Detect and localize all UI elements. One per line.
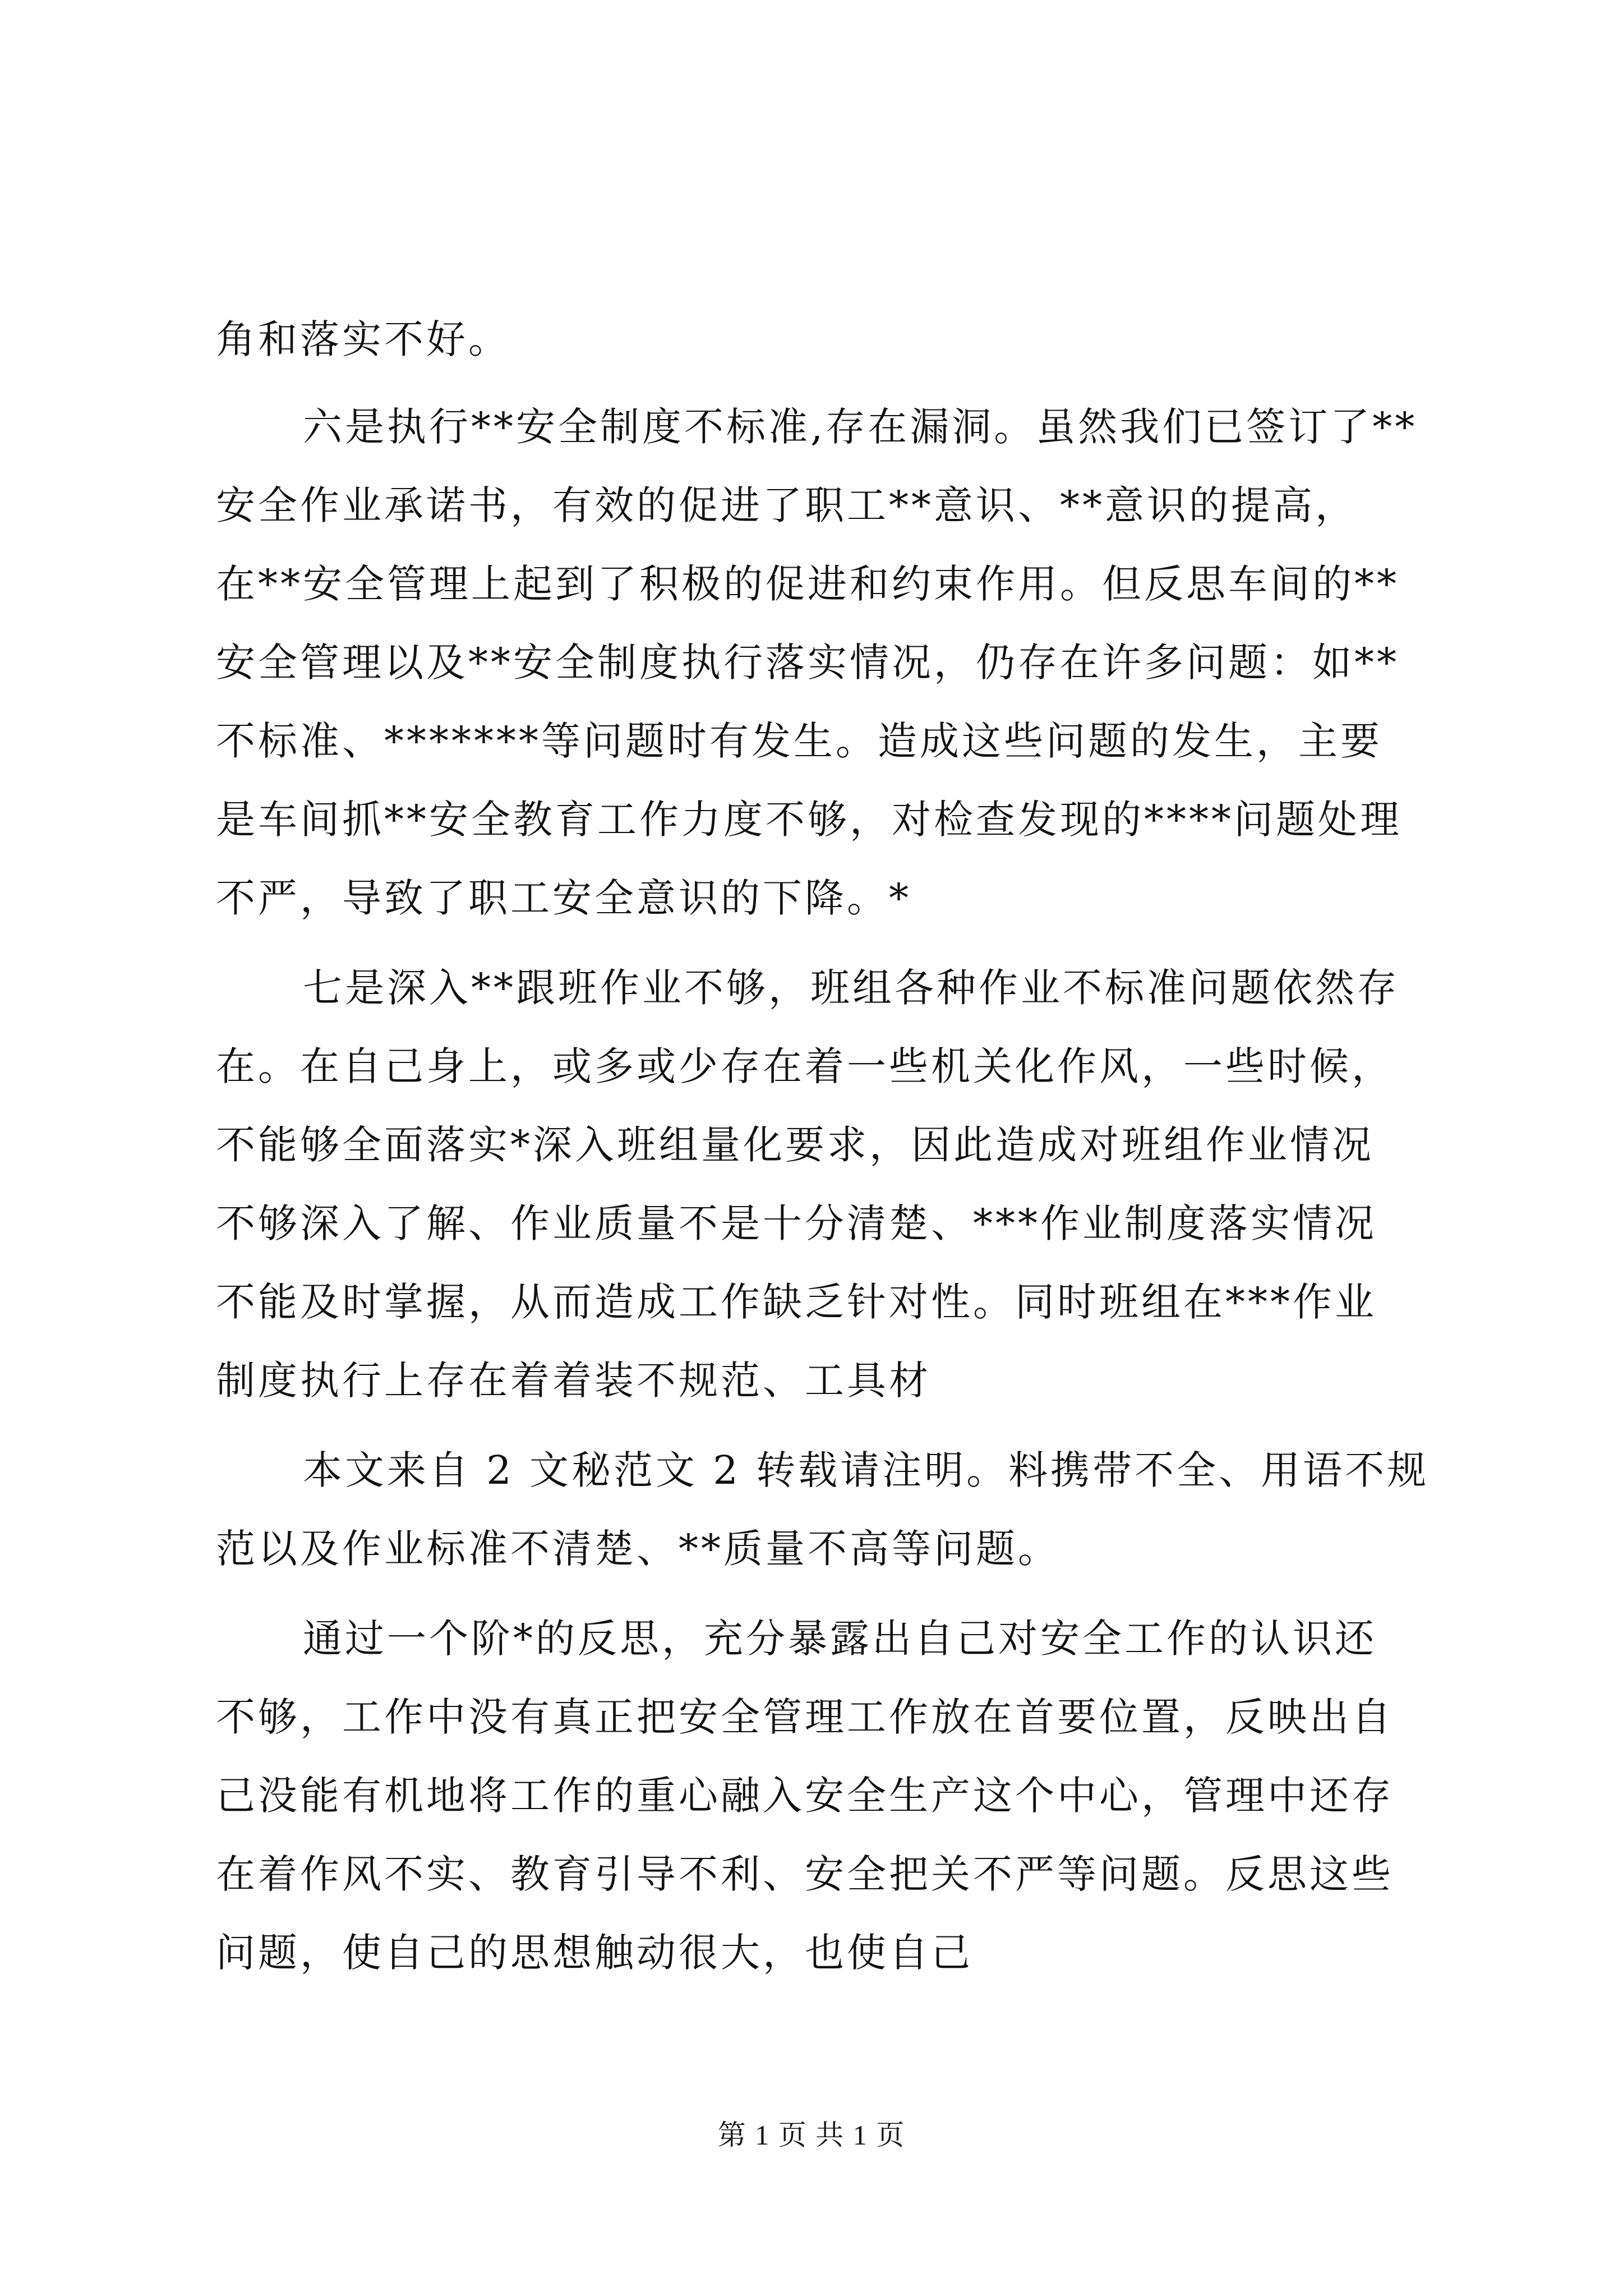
text-line: 安全作业承诺书，有效的促进了职工**意识、**意识的提高，	[216, 482, 1357, 528]
text-line: 不够深入了解、作业质量不是十分清楚、***作业制度落实情况	[216, 1200, 1377, 1246]
text-line: 不标准、*******等问题时有发生。造成这些问题的发生，主要	[216, 718, 1382, 764]
text-line: 在。在自己身上，或多或少存在着一些机关化作风，一些时候，	[216, 1043, 1394, 1089]
text-line: 问题，使自己的思想触动很大，也使自己	[216, 1930, 973, 1976]
text-line: 不够，工作中没有真正把安全管理工作放在首要位置，反映出自	[216, 1694, 1394, 1740]
page-number-footer: 第 1 页 共 1 页	[717, 2119, 906, 2151]
text-line: 在**安全管理上起到了积极的促进和约束作用。但反思车间的**	[216, 561, 1399, 607]
text-line: 己没能有机地将工作的重心融入安全生产这个中心，管理中还存	[216, 1773, 1394, 1819]
text-line: 制度执行上存在着着装不规范、工具材	[216, 1358, 931, 1404]
text-line: 范以及作业标准不清楚、**质量不高等问题。	[216, 1526, 1060, 1572]
text-line: 角和落实不好。	[216, 316, 510, 362]
text-line: 是车间抓**安全教育工作力度不够，对检查发现的****问题处理	[216, 797, 1402, 843]
text-line: 在着作风不实、教育引导不利、安全把关不严等问题。反思这些	[216, 1851, 1394, 1897]
text-line: 不能及时掌握，从而造成工作缺乏针对性。同时班组在***作业	[216, 1279, 1377, 1325]
text-line: 不能够全面落实*深入班组量化要求，因此造成对班组作业情况	[216, 1122, 1374, 1168]
paragraph-6-line: 六是执行**安全制度不标准,存在漏洞。虽然我们已签订了**	[303, 404, 1418, 450]
paragraph-7-line: 七是深入**跟班作业不够，班组各种作业不标准问题依然存	[303, 965, 1399, 1011]
source-note-line: 本文来自 2 文秘范文 2 转载请注明。料携带不全、用语不规	[303, 1447, 1430, 1493]
text-line: 安全管理以及**安全制度执行落实情况，仍存在许多问题：如**	[216, 639, 1399, 685]
reflection-paragraph-line: 通过一个阶*的反思，充分暴露出自己对安全工作的认识还	[303, 1616, 1377, 1662]
text-line: 不严，导致了职工安全意识的下降。*	[216, 875, 911, 921]
